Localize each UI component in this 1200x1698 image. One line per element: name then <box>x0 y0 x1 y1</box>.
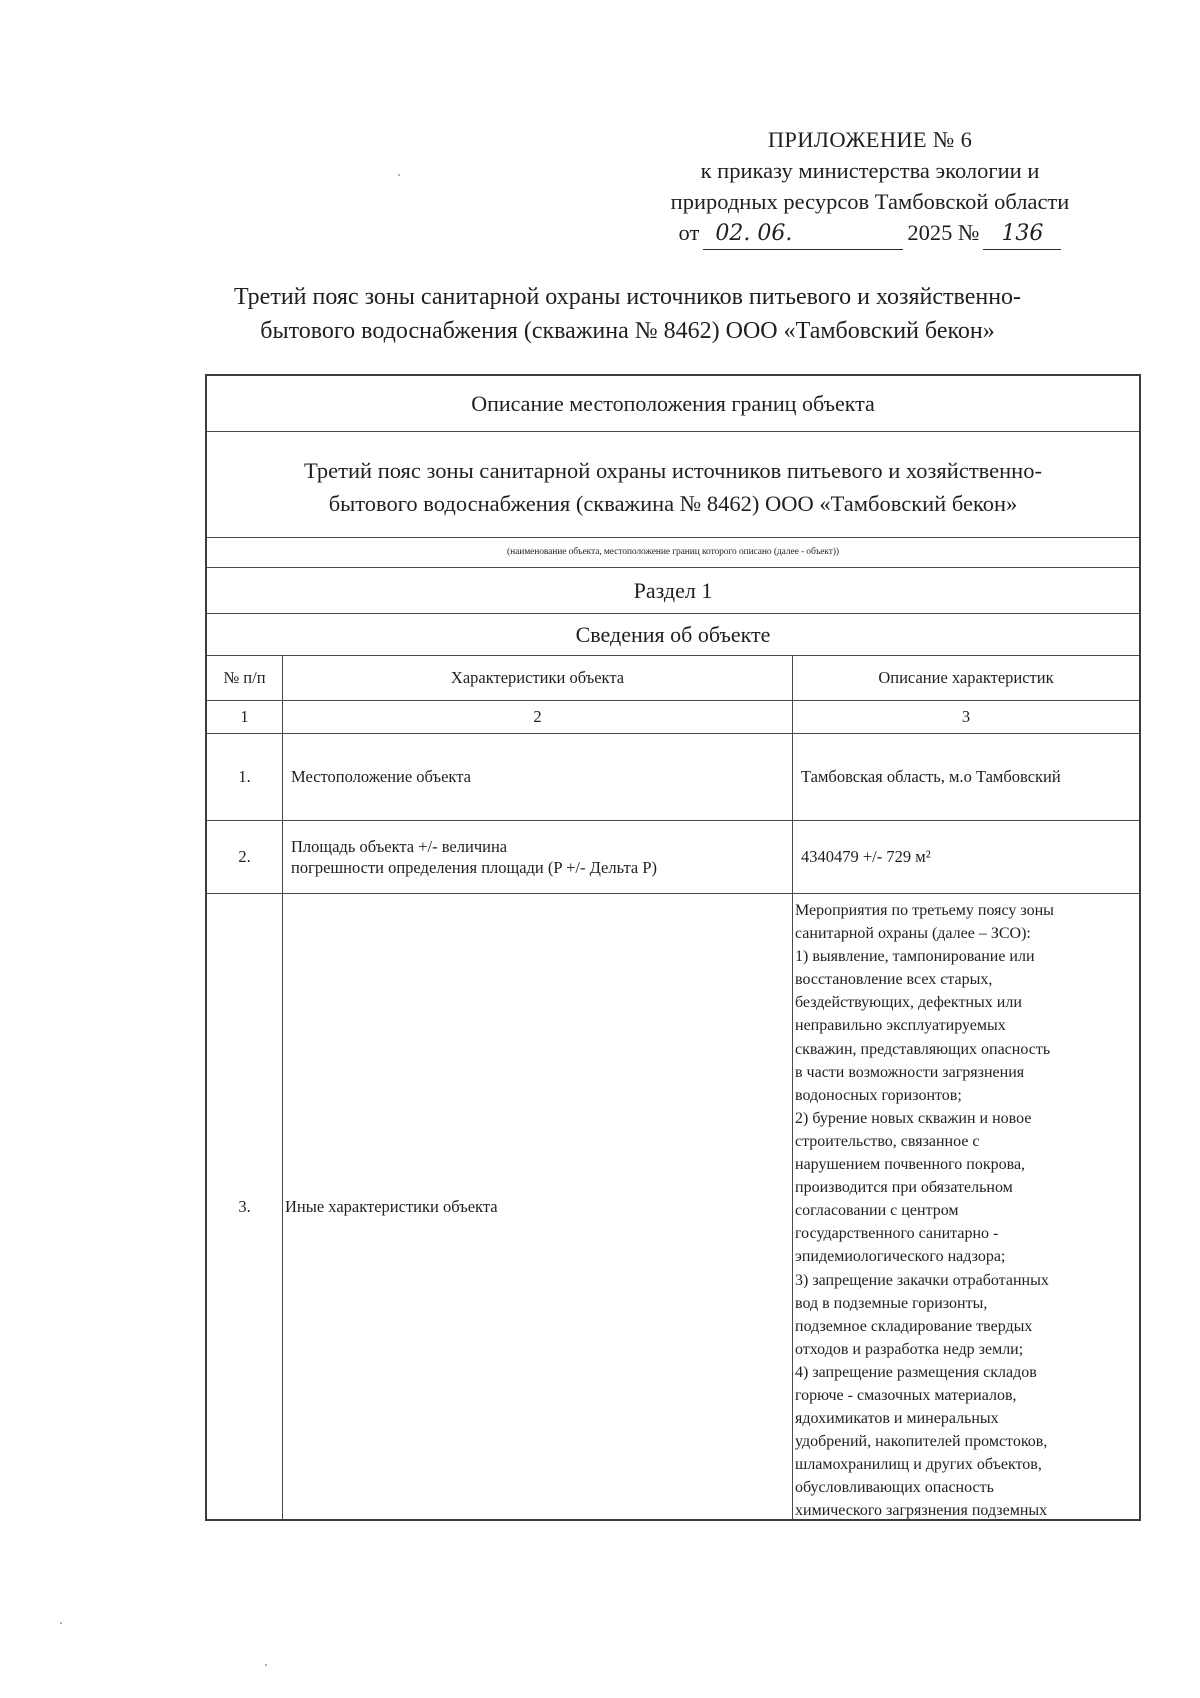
description-line: в части возможности загрязнения <box>795 1063 1025 1081</box>
column-number-3: 3 <box>961 707 971 726</box>
table-row <box>207 821 1139 894</box>
boundary-description-table <box>205 374 1141 1521</box>
row-number: 3. <box>207 894 283 1519</box>
row-characteristic-line-2: погрешности определения площади (P +/- Дельта P) <box>291 858 658 877</box>
row-number: 1. <box>207 734 283 820</box>
description-line: Мероприятия по третьему поясу зоны <box>795 902 1054 919</box>
row-characteristic-line-1: Площадь объекта +/- величина <box>291 837 508 856</box>
description-line: отходов и разработка недр земли; <box>795 1340 1024 1358</box>
description-line: горюче - смазочных материалов, <box>795 1386 1017 1404</box>
row-characteristic <box>283 821 793 893</box>
column-number-1: 1 <box>207 701 283 733</box>
description-line: 1) выявление, тампонирование или <box>795 948 1035 966</box>
description-line: бездействующих, дефектных или <box>795 994 1022 1012</box>
description-line: водоносных горизонтов; <box>795 1086 962 1104</box>
section-heading: Раздел 1 <box>207 568 1139 614</box>
appendix-line-2: природных ресурсов Тамбовской области <box>670 189 1070 214</box>
description-line: восстановление всех старых, <box>795 971 993 989</box>
description-line: государственного санитарно - <box>795 1225 999 1243</box>
scan-speck <box>265 1664 267 1666</box>
row-characteristic: Местоположение объекта <box>283 734 793 820</box>
row-characteristic: Иные характеристики объекта <box>283 894 793 1519</box>
column-number-2: 2 <box>283 701 793 733</box>
description-line: скважин, представляющих опасность <box>795 1040 1051 1058</box>
appendix-line-1: к приказу министерства экологии и <box>700 158 1040 183</box>
description-line: ядохимикатов и минеральных <box>795 1410 999 1428</box>
document-title-line-2: бытового водоснабжения (скважина № 8462) ООО «Тамбовский бекон» <box>260 318 995 344</box>
description-line: эпидемиологического надзора; <box>795 1248 1006 1266</box>
row-description <box>793 894 1139 1519</box>
description-line: строительство, связанное с <box>795 1132 980 1150</box>
description-line: химического загрязнения подземных <box>795 1502 1048 1519</box>
date-prefix: от <box>678 220 700 245</box>
column-header-characteristic: Характеристики объекта <box>283 656 793 700</box>
scan-speck <box>60 1622 62 1624</box>
object-name-line-2: бытового водоснабжения (скважина № 8462) ООО «Тамбовский бекон» <box>328 491 1018 516</box>
row-description: 4340479 +/- 729 м² <box>801 847 931 866</box>
appendix-header <box>590 124 1150 250</box>
document-title <box>160 280 1095 348</box>
year-number-label: 2025 № <box>907 220 980 245</box>
description-line: производится при обязательном <box>795 1179 1013 1197</box>
table-row <box>207 734 1139 821</box>
description-line: вод в подземные горизонты, <box>795 1294 988 1312</box>
table-header-row <box>207 656 1139 701</box>
column-header-description: Описание характеристик <box>878 668 1054 687</box>
column-header-number: № п/п <box>207 656 283 700</box>
description-line: удобрений, накопителей промстоков, <box>795 1433 1048 1451</box>
object-name-caption: (наименование объекта, местоположение границ которого описано (далее - объект)) <box>207 538 1139 568</box>
description-line: неправильно эксплуатируемых <box>795 1017 1006 1035</box>
description-line: согласовании с центром <box>795 1202 959 1220</box>
description-line: 3) запрещение закачки отработанных <box>795 1271 1049 1289</box>
appendix-title: ПРИЛОЖЕНИЕ № 6 <box>767 127 973 152</box>
object-name-line-1: Третий пояс зоны санитарной охраны источников питьевого и хозяйственно- <box>304 458 1042 483</box>
description-line: нарушением почвенного покрова, <box>795 1156 1026 1174</box>
section-title: Сведения об объекте <box>207 614 1139 656</box>
row-number: 2. <box>207 821 283 893</box>
description-line: 4) запрещение размещения складов <box>795 1363 1037 1381</box>
object-name <box>207 432 1139 538</box>
document-title-line-1: Третий пояс зоны санитарной охраны источников питьевого и хозяйственно- <box>233 284 1022 310</box>
row-description: Тамбовская область, м.о Тамбовский <box>801 767 1061 786</box>
table-description-header: Описание местоположения границ объекта <box>207 376 1139 432</box>
appendix-date-line <box>590 217 1150 250</box>
description-line: 2) бурение новых скважин и новое <box>795 1109 1032 1127</box>
description-line: подземное складирование твердых <box>795 1317 1033 1335</box>
handwritten-order-number: 136 <box>983 218 1061 250</box>
description-line: обусловливающих опасность <box>795 1479 994 1497</box>
column-number-row <box>207 701 1139 734</box>
handwritten-date: 02. 06. <box>703 218 903 250</box>
description-line: санитарной охраны (далее – ЗСО): <box>795 925 1031 943</box>
table-row <box>207 894 1139 1519</box>
scan-speck <box>398 174 400 176</box>
description-line: шламохранилищ и других объектов, <box>795 1456 1042 1474</box>
